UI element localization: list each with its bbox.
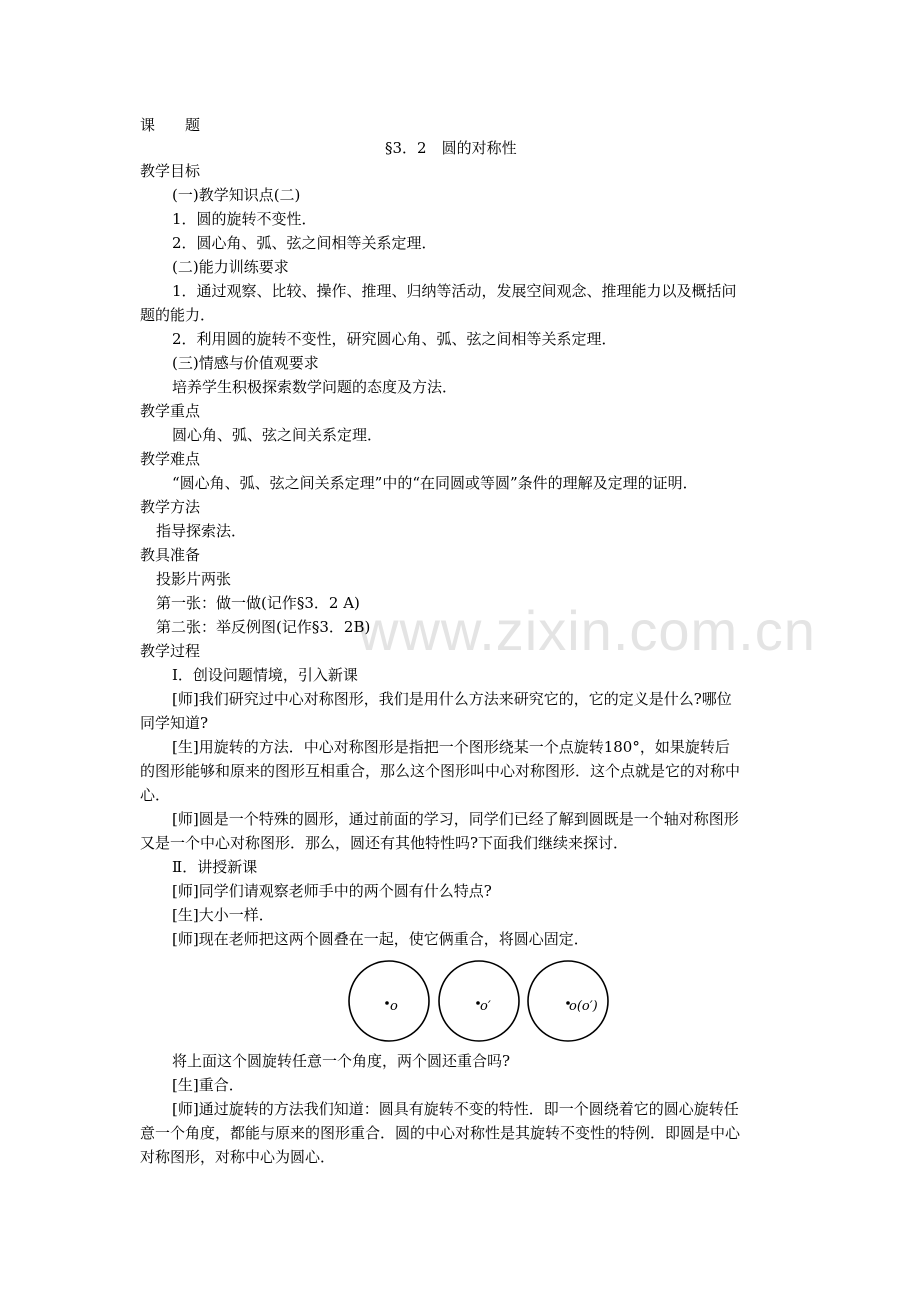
text-line: 第二张：举反例图(记作§3．2B): [156, 618, 371, 636]
circle-label: o′: [480, 999, 491, 1014]
text-line: 圆心角、弧、弦之间关系定理．: [172, 426, 383, 444]
text-line: [师]通过旋转的方法我们知道：圆具有旋转不变的特性．即一个圆绕着它的圆心旋转任: [172, 1100, 739, 1118]
text-line: 教学难点: [140, 450, 201, 468]
text-line: 的图形能够和原来的图形互相重合，那么这个图形叫中心对称图形．这个点就是它的对称中: [140, 762, 741, 780]
three-circles-figure: [342, 958, 612, 1044]
text-line: 将上面这个圆旋转任意一个角度，两个圆还重合吗?: [172, 1052, 511, 1070]
text-line: [师]现在老师把这两个圆叠在一起，使它俩重合，将圆心固定．: [172, 930, 589, 948]
text-line: 心．: [140, 786, 171, 804]
text-line: 2．圆心角、弧、弦之间相等关系定理．: [172, 234, 437, 252]
center-point: [385, 1001, 389, 1005]
circle-label: o(o′): [569, 999, 598, 1014]
text-line: 2．利用圆的旋转不变性，研究圆心角、弧、弦之间相等关系定理．: [172, 330, 617, 348]
text-line: 同学知道?: [140, 714, 209, 732]
watermark: www.zixin.com.cn: [358, 599, 816, 662]
text-line: 又是一个中心对称图形．那么，圆还有其他特性吗?下面我们继续来探讨．: [140, 834, 629, 852]
circle-o-prime: [439, 961, 519, 1041]
text-line: 对称图形，对称中心为圆心．: [140, 1148, 336, 1166]
text-line: 第一张：做一做(记作§3．2 A): [156, 594, 360, 612]
text-line: 投影片两张: [156, 570, 232, 588]
text-line: (一)教学知识点(二): [172, 186, 301, 204]
text-line: §3．2 圆的对称性: [385, 139, 517, 157]
text-line: [生]重合．: [172, 1076, 244, 1094]
circle-o-overlap: [528, 961, 608, 1041]
text-line: 指导探索法．: [156, 522, 247, 540]
circle-label: o: [390, 999, 398, 1014]
text-line: [师]同学们请观察老师手中的两个圆有什么特点?: [172, 882, 492, 900]
text-line: 培养学生积极探索数学问题的态度及方法．: [172, 378, 458, 396]
text-line: 题的能力．: [140, 306, 216, 324]
text-line: 教学重点: [140, 402, 201, 420]
text-line: [生]大小一样．: [172, 906, 274, 924]
text-line: 课 题: [140, 116, 201, 134]
text-line: 教学目标: [140, 162, 201, 180]
circle-o: [349, 961, 429, 1041]
text-line: [师]圆是一个特殊的圆形，通过前面的学习，同学们已经了解到圆既是一个轴对称图形: [172, 810, 739, 828]
text-line: “圆心角、弧、弦之间关系定理”中的“在同圆或等圆”条件的理解及定理的证明．: [172, 474, 698, 492]
text-line: 教学过程: [140, 642, 201, 660]
text-line: 教具准备: [140, 546, 201, 564]
text-line: [生]用旋转的方法．中心对称图形是指把一个图形绕某一个点旋转180°，如果旋转后: [172, 738, 730, 756]
text-line: (三)情感与价值观要求: [172, 354, 319, 372]
text-line: [师]我们研究过中心对称图形，我们是用什么方法来研究它的，它的定义是什么?哪位: [172, 690, 732, 708]
text-line: 1．通过观察、比较、操作、推理、归纳等活动，发展空间观念、推理能力以及概括问: [172, 282, 737, 300]
text-line: Ⅱ．讲授新课: [172, 858, 258, 876]
text-line: Ⅰ．创设问题情境，引入新课: [172, 666, 358, 684]
text-line: 意一个角度，都能与原来的图形重合．圆的中心对称性是其旋转不变性的特例．即圆是中心: [140, 1124, 741, 1142]
text-line: (二)能力训练要求: [172, 258, 289, 276]
text-line: 教学方法: [140, 498, 201, 516]
text-line: 1．圆的旋转不变性．: [172, 210, 317, 228]
